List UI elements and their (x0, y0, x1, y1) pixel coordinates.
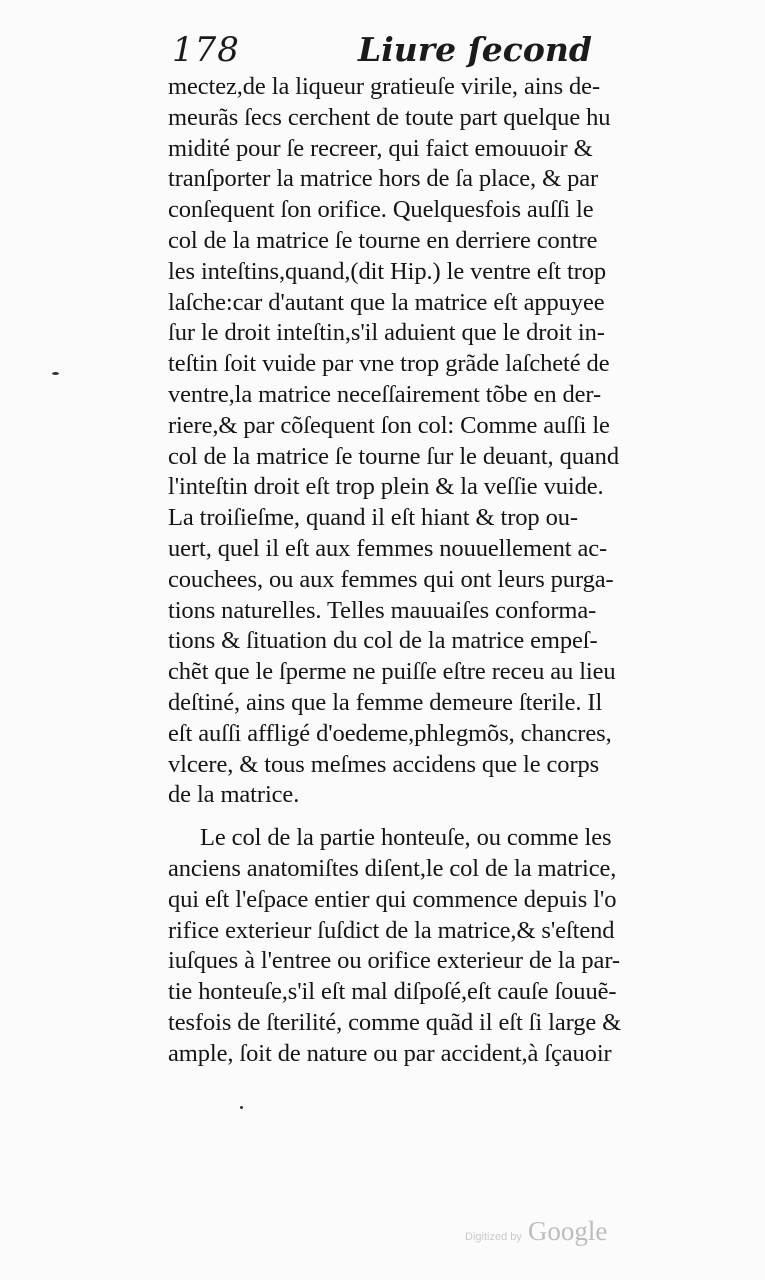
text-line: uert, quel il eſt aux femmes nouuellement ac- (168, 534, 608, 562)
text-line: tie honteuſe,s'il eſt mal diſpoſé,eſt cauſe ſouuẽ- (168, 978, 617, 1006)
text-line: ſur le droit inteſtin,s'il aduient que le droit in- (168, 319, 605, 347)
running-title: Liure ſecond (358, 30, 592, 69)
text-line: de la matrice. (168, 781, 300, 809)
text-line: tesfois de ſterilité, comme quãd il eſt ſi large & (168, 1008, 622, 1036)
watermark-prefix: Digitized by (465, 1231, 522, 1243)
text-line: deſtiné, ains que la femme demeure ſterile. Il (168, 688, 603, 716)
text-line: conſequent ſon orifice. Quelquesfois auſſi le (168, 196, 594, 224)
scan-speck (52, 372, 59, 375)
text-line: riere,& par cõſequent ſon col: Comme auſſi le (168, 411, 610, 439)
text-line: tions naturelles. Telles mauuaiſes conforma- (168, 596, 597, 624)
text-line: meurãs ſecs cerchent de toute part quelque hu (168, 103, 611, 131)
text-line: col de la matrice ſe tourne en derriere contre (168, 226, 598, 254)
scan-speck (240, 1106, 243, 1109)
text-line: vlcere, & tous meſmes accidens que le corps (168, 750, 600, 778)
text-line: eſt auſſi affligé d'oedeme,phlegmõs, chancres, (168, 719, 612, 747)
text-line: anciens anatomiſtes diſent,le col de la matrice, (168, 854, 617, 882)
body-text (168, 72, 696, 1070)
text-line: l'inteſtin droit eſt trop plein & la veſſie vuide. (168, 473, 604, 501)
text-line: midité pour ſe recreer, qui faict emouuoir & (168, 134, 593, 162)
text-line: couchees, ou aux femmes qui ont leurs purga- (168, 565, 614, 593)
text-line: mectez,de la liqueur gratieuſe virile, ains de- (168, 73, 601, 100)
text-line: La troiſieſme, quand il eſt hiant & trop ou- (168, 504, 578, 532)
text-line: rifice exterieur ſuſdict de la matrice,& s'eſtend (168, 916, 615, 944)
text-line: les inteſtins,quand,(dit Hip.) le ventre eſt trop (168, 257, 607, 285)
text-line: ample, ſoit de nature ou par accident,à ſçauoir (168, 1039, 612, 1067)
paragraph-1 (168, 72, 696, 811)
text-line: tions & ſituation du col de la matrice empeſ- (168, 627, 598, 655)
google-logo: Google (527, 1216, 608, 1246)
text-line: Le col de la partie honteuſe, ou comme les (200, 824, 612, 852)
text-line: qui eſt l'eſpace entier qui commence depuis l'o (168, 885, 617, 913)
digitization-watermark (465, 1216, 607, 1247)
text-line: iuſques à l'entree ou orifice exterieur de la par- (168, 947, 620, 975)
paragraph-gap (168, 811, 696, 823)
text-line: chẽt que le ſperme ne puiſſe eſtre receu au lieu (168, 658, 616, 686)
text-line: col de la matrice ſe tourne ſur le deuant, quand (168, 442, 619, 470)
text-line: teſtin ſoit vuide par vne trop grãde laſcheté de (168, 350, 610, 378)
text-line: ventre,la matrice neceſſairement tõbe en der- (168, 380, 602, 408)
paragraph-2 (168, 823, 696, 1069)
page-number: 178 (172, 30, 240, 70)
text-line: tranſporter la matrice hors de ſa place, & par (168, 165, 599, 193)
text-line: laſche:car d'autant que la matrice eſt appuyee (168, 288, 605, 316)
